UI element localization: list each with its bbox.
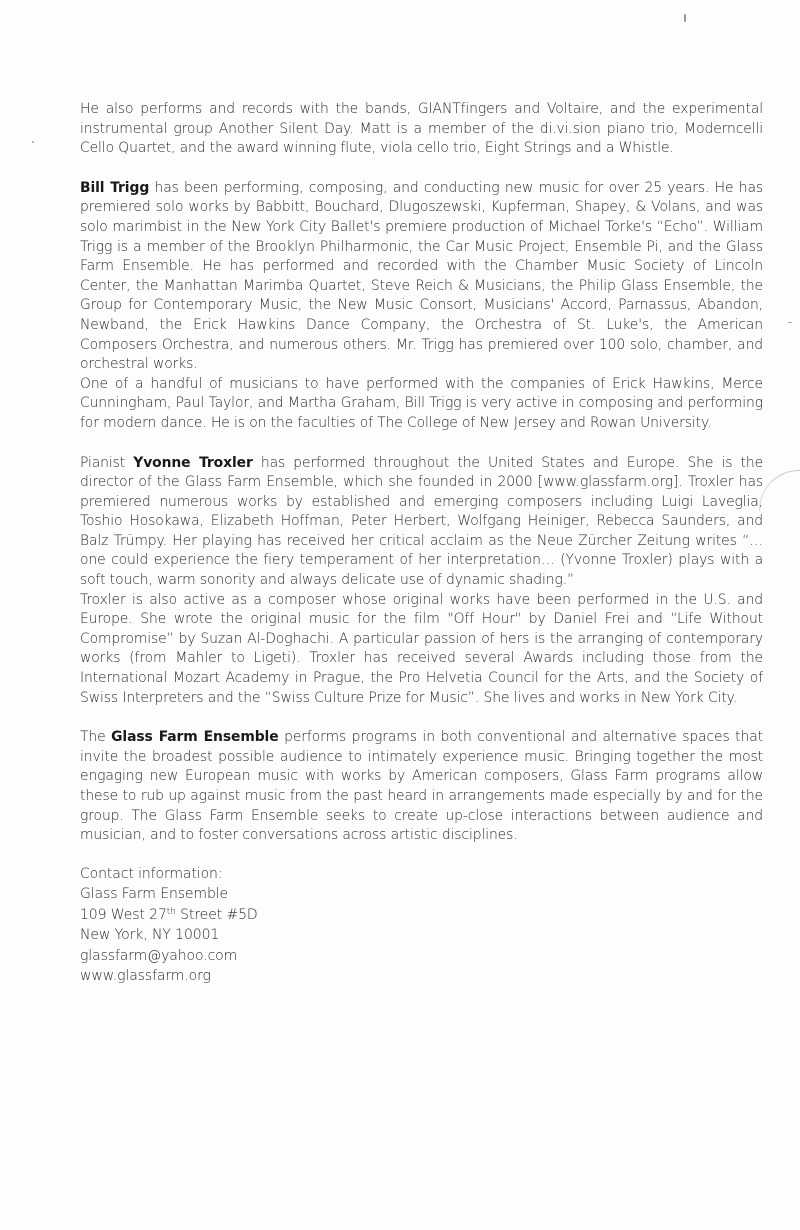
contact-block [80,864,763,987]
page-edge-shadow [759,470,800,511]
intro-text: He also performs and records with the bands, GIANTfingers and Voltaire, and the experimental instrumental group Another Silent Day. Matt is a member of the di.vi.sion piano trio, Moderncelli Cello Quartet, and the award winning flute, viola cello trio, Eight Strings and a Whistle. [80,101,763,157]
troxler-composer-paragraph [80,591,763,709]
contact-org: Glass Farm Ensemble [80,886,229,903]
trigg-bio-paragraph [80,179,763,375]
contact-email: glassfarm@yahoo.com [80,947,238,964]
troxler-bio-paragraph [80,454,763,591]
page-content [80,100,763,987]
scan-speck [32,141,34,143]
trigg-bio-text: has been performing, composing, and conducting new music for over 25 years. He has premiered solo works by Babbitt, Bouchard, Dlugoszewski, Kupferman, Shapey, & Volans, and was solo marimbist in the New York City Ballet's premiere production of Michael Torke's “Echo”. William Trigg is a member of the Brooklyn Philharmonic, the Car Music Project, Ensemble Pi, and the Glass Farm Ensemble. He has performed and recorded with the Chamber Music Society of Lincoln Center, the Manhattan Marimba Quartet, Steve Reich & Musicians, the Philip Glass Ensemble, the Group for Contemporary Music, the New Music Consort, Musicians' Accord, Parnassus, Abandon, Newband, the Erick Hawkins Dance Company, the Orchestra of St. Luke's, the American Composers Orchestra, and numerous others. Mr. Trigg has premiered over 100 solo, chamber, and orchestral works. [80,179,763,373]
contact-city: New York, NY 10001 [80,927,220,944]
intro-paragraph [80,100,763,159]
contact-heading: Contact information: [80,865,223,882]
trigg-name: Bill Trigg [80,179,150,196]
ensemble-prefix: The [80,729,112,746]
troxler-bio-text: has performed throughout the United States and Europe. She is the director of the Glass Farm Ensemble, which she founded in 2000 [www.glassfarm.org]. Troxler has premiered numerous works by established and emerging composers including Luigi Laveglia, Toshio Hosokawa, Elizabeth Hoffman, Peter Herbert, Wolfgang Heiniger, Rebecca Saunders, and Balz Trümpy. Her playing has received her critical acclaim as the Neue Zürcher Zeitung writes “…one could experience the fiery temperament of her interpretation… (Yvonne Troxler) plays with a soft touch, warm sonority and always delicate use of dynamic shading.” [80,454,764,589]
street-name: Street #5D [175,906,258,923]
street-ordinal: th [166,906,176,917]
troxler-name: Yvonne Troxler [133,454,253,471]
contact-website: www.glassfarm.org [80,968,211,985]
ensemble-name: Glass Farm Ensemble [111,729,279,746]
trigg-dance-text: One of a handful of musicians to have performed with the companies of Erick Hawkins, Merce Cunningham, Paul Taylor, and Martha Graham, Bill Trigg is very active in composing and performing for modern dance. He is on the faculties of The College of New Jersey and Rowan University. [80,375,763,431]
ensemble-text: performs programs in both conventional and alternative spaces that invite the broadest possible audience to intimately experience music. Bringing together the most engaging new European music with works by American composers, Glass Farm programs allow these to rub up against music from the past heard in arrangements made especially by and for the group. The Glass Farm Ensemble seeks to create up-close interactions between audience and musician, and to foster conversations across artistic disciplines. [80,729,763,844]
troxler-prefix: Pianist [80,454,134,471]
troxler-composer-text: Troxler is also active as a composer whose original works have been performed in the U.S. and Europe. She wrote the original music for the film "Off Hour" by Daniel Frei and “Life Without Compromise” by Suzan Al-Doghachi. A particular passion of hers is the arranging of contemporary works (from Mahler to Ligeti). Troxler has received several Awards including those from the International Mozart Academy in Prague, the Pro Helvetia Council for the Arts, and the Society of Swiss Interpreters and the “Swiss Culture Prize for Music”. She lives and works in New York City. [80,591,763,706]
ensemble-paragraph [80,728,763,846]
contact-street [80,905,763,926]
scan-speck [788,322,792,323]
scan-speck [684,14,686,22]
trigg-dance-paragraph [80,375,763,434]
street-number: 109 West 27 [80,906,167,923]
